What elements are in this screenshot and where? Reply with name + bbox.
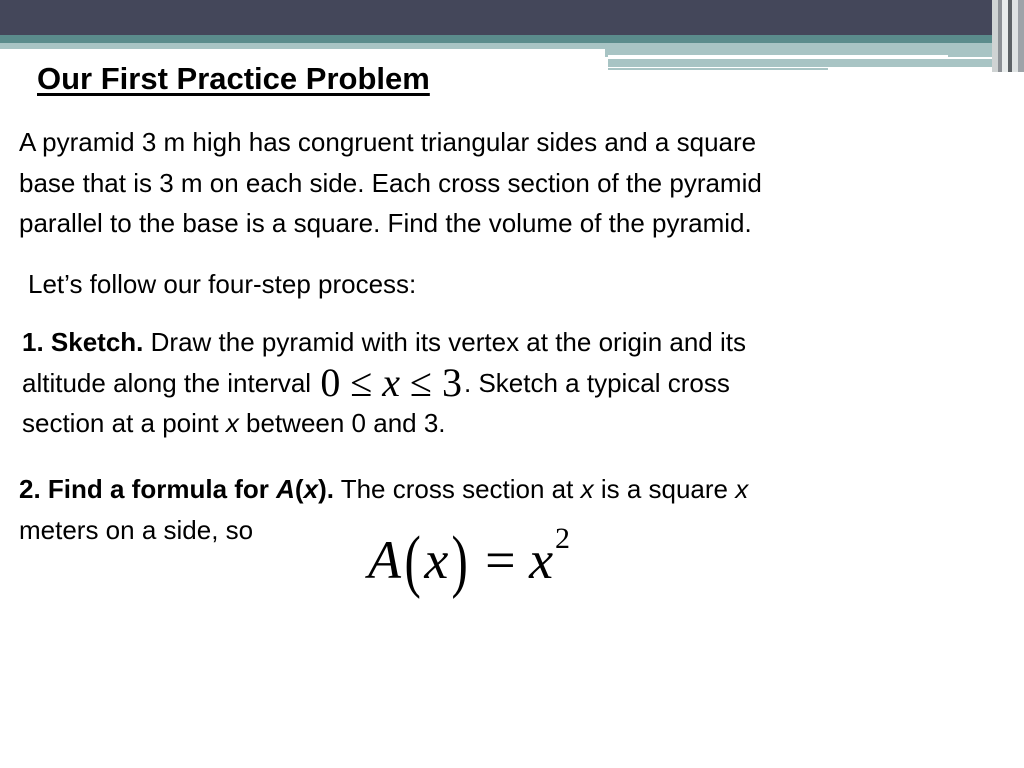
variable-x: x xyxy=(303,474,319,504)
area-formula xyxy=(368,522,570,602)
title-bar-decoration xyxy=(0,0,1024,36)
step-1-heading: 1. Sketch. xyxy=(22,327,144,357)
corner-stripes xyxy=(992,0,1024,72)
step-2-heading xyxy=(19,474,334,504)
interval-variable: x xyxy=(382,359,401,405)
interval-upper: 3 xyxy=(442,359,462,405)
variable-a: A xyxy=(276,474,295,504)
process-intro: Let’s follow our four-step process: xyxy=(28,269,417,299)
step-1-text: altitude along the interval xyxy=(22,367,312,398)
light-band-left xyxy=(0,43,605,49)
variable-x: x xyxy=(735,474,749,504)
step-1-text: . Sketch a typical cross xyxy=(464,367,730,398)
step-1-line xyxy=(22,359,746,405)
step-1-text: Draw the pyramid with its vertex at the origin and its xyxy=(143,327,746,357)
step-2-text: The cross section at xyxy=(333,474,581,504)
step-2-line: meters on a side, so xyxy=(19,514,254,545)
top-dark-band xyxy=(0,0,1024,35)
variable-x: x xyxy=(225,408,239,438)
step-2-text: is a square xyxy=(593,474,736,504)
light-band-lower xyxy=(608,59,1000,67)
formula-argument: x xyxy=(424,530,449,590)
interval-lower: 0 xyxy=(320,359,341,405)
step-1-line xyxy=(22,403,746,444)
band-separator xyxy=(608,55,948,57)
problem-line: base that is 3 m on each side. Each cross section of the pyramid xyxy=(19,167,762,198)
leq-symbol: ≤ xyxy=(350,359,373,405)
step-2-line xyxy=(19,469,748,510)
stripe xyxy=(1018,0,1024,72)
step-2-heading-text: 2. Find a formula for xyxy=(19,474,277,504)
paren-open: ( xyxy=(294,474,304,504)
leq-symbol: ≤ xyxy=(410,359,432,405)
variable-x: x xyxy=(580,474,594,504)
formula-function: A xyxy=(368,530,401,590)
problem-statement xyxy=(19,122,762,244)
interval-formula xyxy=(320,359,462,405)
teal-band xyxy=(0,35,1000,43)
step-1 xyxy=(22,322,746,444)
formula-exponent: 2 xyxy=(555,522,571,555)
paren-close: ). xyxy=(318,474,334,504)
formula-equals: = xyxy=(485,530,516,590)
formula-base: x xyxy=(529,530,554,590)
step-1-text: between 0 and 3. xyxy=(238,408,446,438)
problem-line: parallel to the base is a square. Find the volume of the pyramid. xyxy=(19,208,752,238)
slide-title: Our First Practice Problem xyxy=(37,61,430,96)
formula-paren-close: ) xyxy=(451,523,469,600)
thin-band xyxy=(608,68,828,70)
formula-paren-open: ( xyxy=(404,523,421,600)
step-1-line xyxy=(22,322,746,363)
step-1-text: section at a point xyxy=(22,408,226,438)
problem-line: A pyramid 3 m high has congruent triangular sides and a square xyxy=(19,127,757,157)
